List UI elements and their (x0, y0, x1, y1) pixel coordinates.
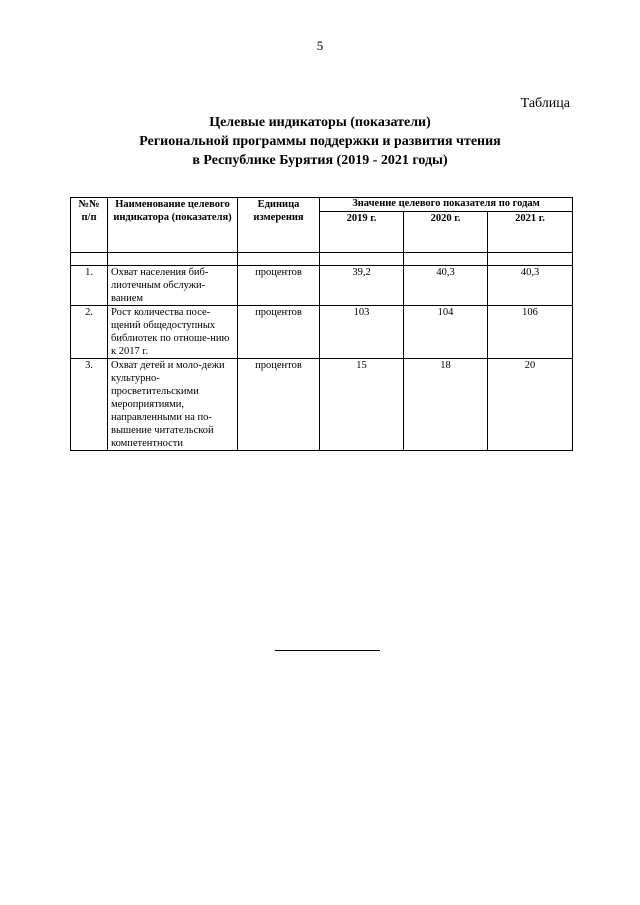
row-unit: процентов (238, 359, 320, 451)
row-value-2019: 39,2 (320, 266, 404, 306)
indicators-table (70, 197, 573, 451)
header-year-2021: 2021 г. (488, 212, 573, 253)
row-num: 2. (71, 306, 108, 359)
header-unit: Единица измерения (238, 198, 320, 253)
row-value-2020: 104 (404, 306, 488, 359)
footer-divider (275, 650, 380, 651)
row-value-2021: 20 (488, 359, 573, 451)
table-row (71, 359, 573, 451)
header-name: Наименование целевого индикатора (показателя) (108, 198, 238, 253)
document-title (0, 113, 640, 170)
header-year-2019: 2019 г. (320, 212, 404, 253)
row-value-2019: 15 (320, 359, 404, 451)
row-unit: процентов (238, 266, 320, 306)
title-line-2: Региональной программы поддержки и развития чтения (139, 134, 501, 149)
table-spacer-row (71, 253, 573, 266)
table-row (71, 266, 573, 306)
row-num: 1. (71, 266, 108, 306)
page-number: 5 (316, 38, 324, 53)
row-value-2021: 106 (488, 306, 573, 359)
row-value-2021: 40,3 (488, 266, 573, 306)
row-value-2020: 40,3 (404, 266, 488, 306)
row-name: Охват населения биб-лиотечным обслужи-ванием (108, 266, 238, 306)
table-row (71, 306, 573, 359)
title-line-3: в Республике Бурятия (2019 - 2021 годы) (192, 153, 448, 168)
row-num: 3. (71, 359, 108, 451)
row-name: Рост количества посе-щений общедоступных библиотек по отноше-нию к 2017 г. (108, 306, 238, 359)
title-line-1: Целевые индикаторы (показатели) (209, 115, 431, 130)
row-unit: процентов (238, 306, 320, 359)
row-name: Охват детей и моло-дежи культурно-просветительскими мероприятиями, направленными на по-вышение читательской компетентности (108, 359, 238, 451)
table-caption: Таблица (520, 96, 570, 111)
header-values-group: Значение целевого показателя по годам (320, 198, 573, 212)
header-year-2020: 2020 г. (404, 212, 488, 253)
table-header-row (71, 198, 573, 212)
row-value-2019: 103 (320, 306, 404, 359)
row-value-2020: 18 (404, 359, 488, 451)
header-num: №№ п/п (71, 198, 108, 253)
